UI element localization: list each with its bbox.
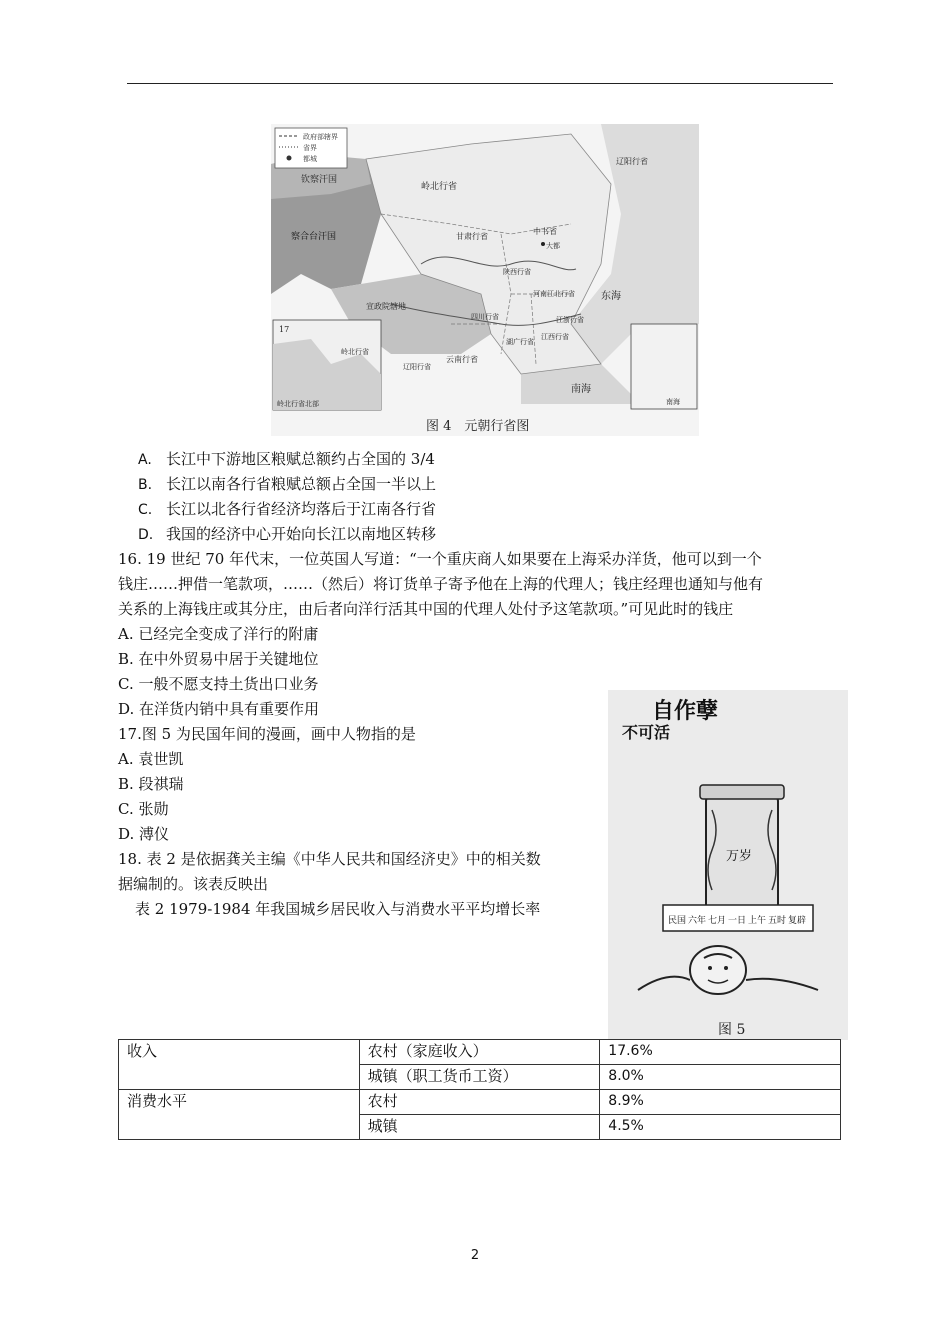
legend-1: 政府部辖界 <box>303 133 338 141</box>
sign-col6: 五时 <box>768 916 787 926</box>
label-lingbei: 岭北行省 <box>421 182 458 192</box>
label-chahetai: 察合台汗国 <box>291 232 337 242</box>
sign-col2: 六年 <box>688 916 707 926</box>
map-caption: 图 4 元朝行省图 <box>426 419 530 434</box>
label-huguang: 湖广行省 <box>506 338 534 346</box>
q15-option-d: D. 我国的经济中心开始向长江以南地区转移 <box>138 525 437 543</box>
cartoon-title-col2: 不可活 <box>622 723 671 742</box>
table2-title: 表 2 1979-1984 年我国城乡居民收入与消费水平平均增长率 <box>135 900 541 918</box>
q15-option-c: C. 长江以北各行省经济均落后于江南各行省 <box>138 500 437 518</box>
page-number: 2 <box>470 1248 480 1263</box>
table-cell-label: 农村 <box>359 1090 600 1115</box>
label-qincha: 钦察汗国 <box>301 175 338 185</box>
label-nanhai: 南海 <box>571 384 591 395</box>
sign-col7: 复辟 <box>788 916 807 926</box>
q16-stem-line-1: 16. 19 世纪 70 年代末，一位英国人写道：“一个重庆商人如果要在上海采办洋货，他可以到一个 <box>118 550 762 568</box>
cartoon-figure-5 <box>608 690 848 1040</box>
header-rule <box>127 83 833 84</box>
q16-stem-line-2: 钱庄……押借一笔款项，……（然后）将订货单子寄予他在上海的代理人；钱庄经理也通知与他有 <box>118 575 764 593</box>
label-gansu: 甘肃行省 <box>456 232 488 241</box>
label-yunnan: 云南行省 <box>446 355 478 364</box>
table-row <box>119 1040 841 1065</box>
q15-option-b: B. 长江以南各行省粮赋总额占全国一半以上 <box>138 475 437 493</box>
q16-stem-line-3: 关系的上海钱庄或其分庄，由后者向洋行活其中国的代理人处付予这笔款项。”可见此时的钱庄 <box>118 600 734 618</box>
q17-option-b: B. 段祺瑞 <box>118 775 184 793</box>
sign-col3: 七月 <box>708 916 727 926</box>
q16-option-b: B. 在中外贸易中居于关键地位 <box>118 650 319 668</box>
cartoon-title-col1: 自作孽 <box>652 698 719 724</box>
label-henan: 河南江北行省 <box>533 290 575 298</box>
table-2 <box>118 1039 841 1140</box>
label-jiangxi: 江西行省 <box>541 333 569 341</box>
yuan-dynasty-map <box>271 124 699 436</box>
label-sichuan: 四川行省 <box>471 313 499 321</box>
q16-option-c: C. 一般不愿支持土货出口业务 <box>118 675 319 693</box>
table-cell-label: 城镇 <box>359 1115 600 1140</box>
sign-col5: 上午 <box>748 916 767 926</box>
cartoon-caption: 图 5 <box>718 1022 746 1038</box>
label-jiangzhe: 江浙行省 <box>556 316 584 324</box>
table-row <box>119 1090 841 1115</box>
q17-stem: 17.图 5 为民国年间的漫画，画中人物指的是 <box>118 725 416 743</box>
sign-col4: 一日 <box>728 916 747 926</box>
q16-option-a: A. 已经完全变成了洋行的附庸 <box>118 625 319 643</box>
label-xuanzheng: 宣政院辖地 <box>366 302 406 311</box>
label-donghai: 东海 <box>601 291 621 302</box>
label-dadu: 大都 <box>546 242 560 250</box>
label-liaoyang: 辽阳行省 <box>616 157 648 166</box>
q17-option-d: D. 溥仪 <box>118 825 170 843</box>
label-shaanxi: 陕西行省 <box>503 268 531 276</box>
table-cell-label: 农村（家庭收入） <box>359 1040 600 1065</box>
inset-liaoyang: 辽阳行省 <box>403 363 431 371</box>
q18-stem-line-2: 据编制的。该表反映出 <box>118 875 269 893</box>
sign-col1: 民国 <box>668 916 687 926</box>
q16-option-d: D. 在洋货内销中具有重要作用 <box>118 700 320 718</box>
inset-nanhai: 南海 <box>666 398 680 406</box>
table-cell-value: 8.0% <box>600 1065 841 1090</box>
row-group-income: 收入 <box>119 1040 360 1090</box>
q17-option-c: C. 张勋 <box>118 800 169 818</box>
table-cell-label: 城镇（职工货币工资） <box>359 1065 600 1090</box>
tablet-text: 万岁 <box>726 849 753 864</box>
legend-2: 省界 <box>303 144 317 152</box>
inset-lingbei: 岭北行省 <box>341 348 369 356</box>
legend-3: 都城 <box>303 155 317 163</box>
q17-option-a: A. 袁世凯 <box>118 750 184 768</box>
label-zhongshu: 中书省 <box>533 227 557 236</box>
inset-17: 17 <box>279 325 290 334</box>
row-group-consumption: 消费水平 <box>119 1090 360 1140</box>
q18-stem-line-1: 18. 表 2 是依据龚关主编《中华人民共和国经济史》中的相关数 <box>118 850 541 868</box>
q15-option-a: A. 长江中下游地区粮赋总额约占全国的 3/4 <box>138 450 435 468</box>
inset-label: 岭北行省北部 <box>277 400 319 408</box>
table-cell-value: 8.9% <box>600 1090 841 1115</box>
table-cell-value: 17.6% <box>600 1040 841 1065</box>
table-cell-value: 4.5% <box>600 1115 841 1140</box>
